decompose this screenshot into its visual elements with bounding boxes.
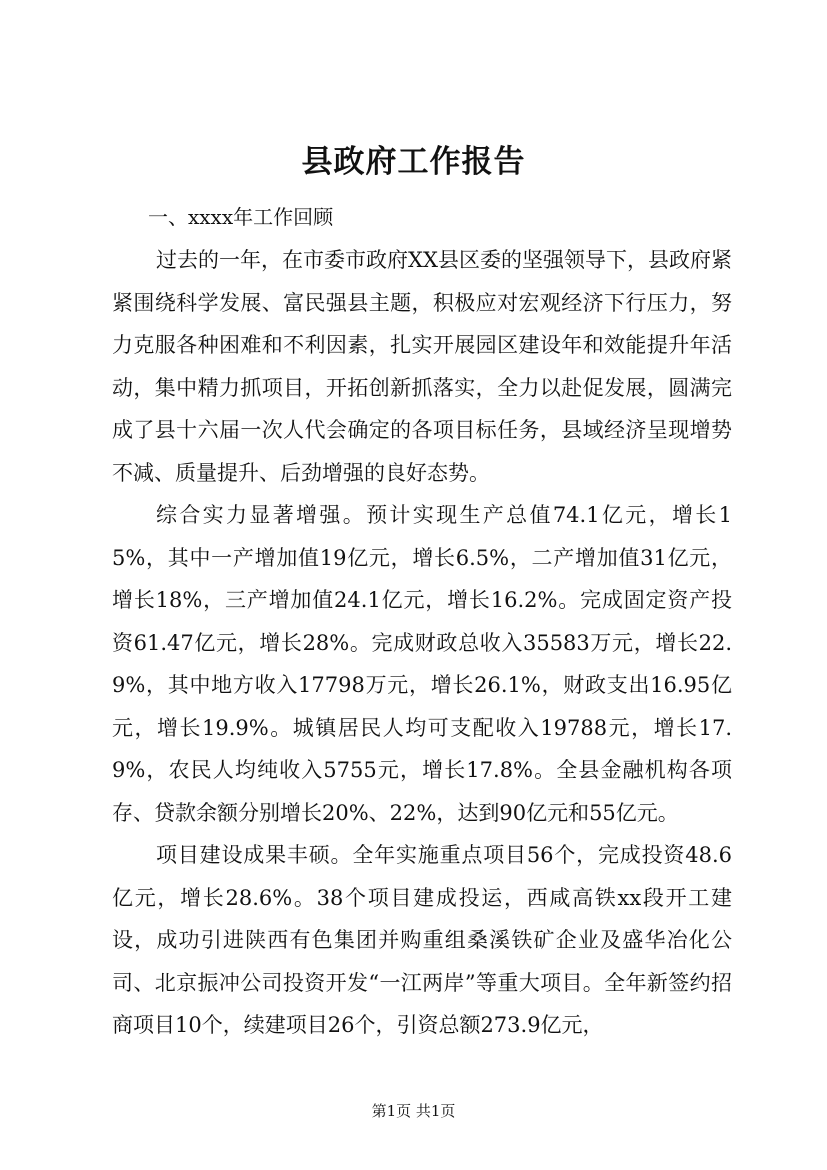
section-heading: 一、xxxx年工作回顾 [148, 205, 334, 229]
document-body [112, 197, 732, 1047]
paragraph-review: 过去的一年，在市委市政府XX县区委的坚强领导下，县政府紧紧围绕科学发展、富民强县主题，积极应对宏观经济下行压力，努力克服各种困难和不利因素，扎实开展园区建设年和效能提升年活动，集中精力抓项目，开拓创新抓落实，全力以赴促发展，圆满完成了县十六届一次人代会确定的各项目标任务，县域经济呈现增势不减、质量提升、后劲增强的良好态势。 [112, 248, 732, 485]
paragraph-economic-strength: 综合实力显著增强。预计实现生产总值74.1亿元，增长15%，其中一产增加值19亿元，增长6.5%，二产增加值31亿元，增长18%，三产增加值24.1亿元，增长16.2%。完成固定资产投资61.47亿元，增长28%。完成财政总收入35583万元，增长22.9%，其中地方收入17798万元，增长26.1%，财政支出16.95亿元，增长19.9%。城镇居民人均可支配收入19788元，增长17.9%，农民人均纯收入5755元，增长17.8%。全县金融机构各项存、贷款余额分别增长20%、22%，达到90亿元和55亿元。 [112, 503, 732, 825]
document-title: 县政府工作报告 [301, 144, 526, 180]
page-footer: 第1页 共1页 [371, 1102, 456, 1120]
paragraph-project-construction: 项目建设成果丰硕。全年实施重点项目56个，完成投资48.6亿元，增长28.6%。38个项目建成投运，西咸高铁xx段开工建设，成功引进陕西有色集团并购重组桑溪铁矿企业及盛华冶化公司、北京振冲公司投资开发“一江两岸”等重大项目。全年新签约招商项目10个，续建项目26个，引资总额273.9亿元， [112, 843, 732, 1037]
